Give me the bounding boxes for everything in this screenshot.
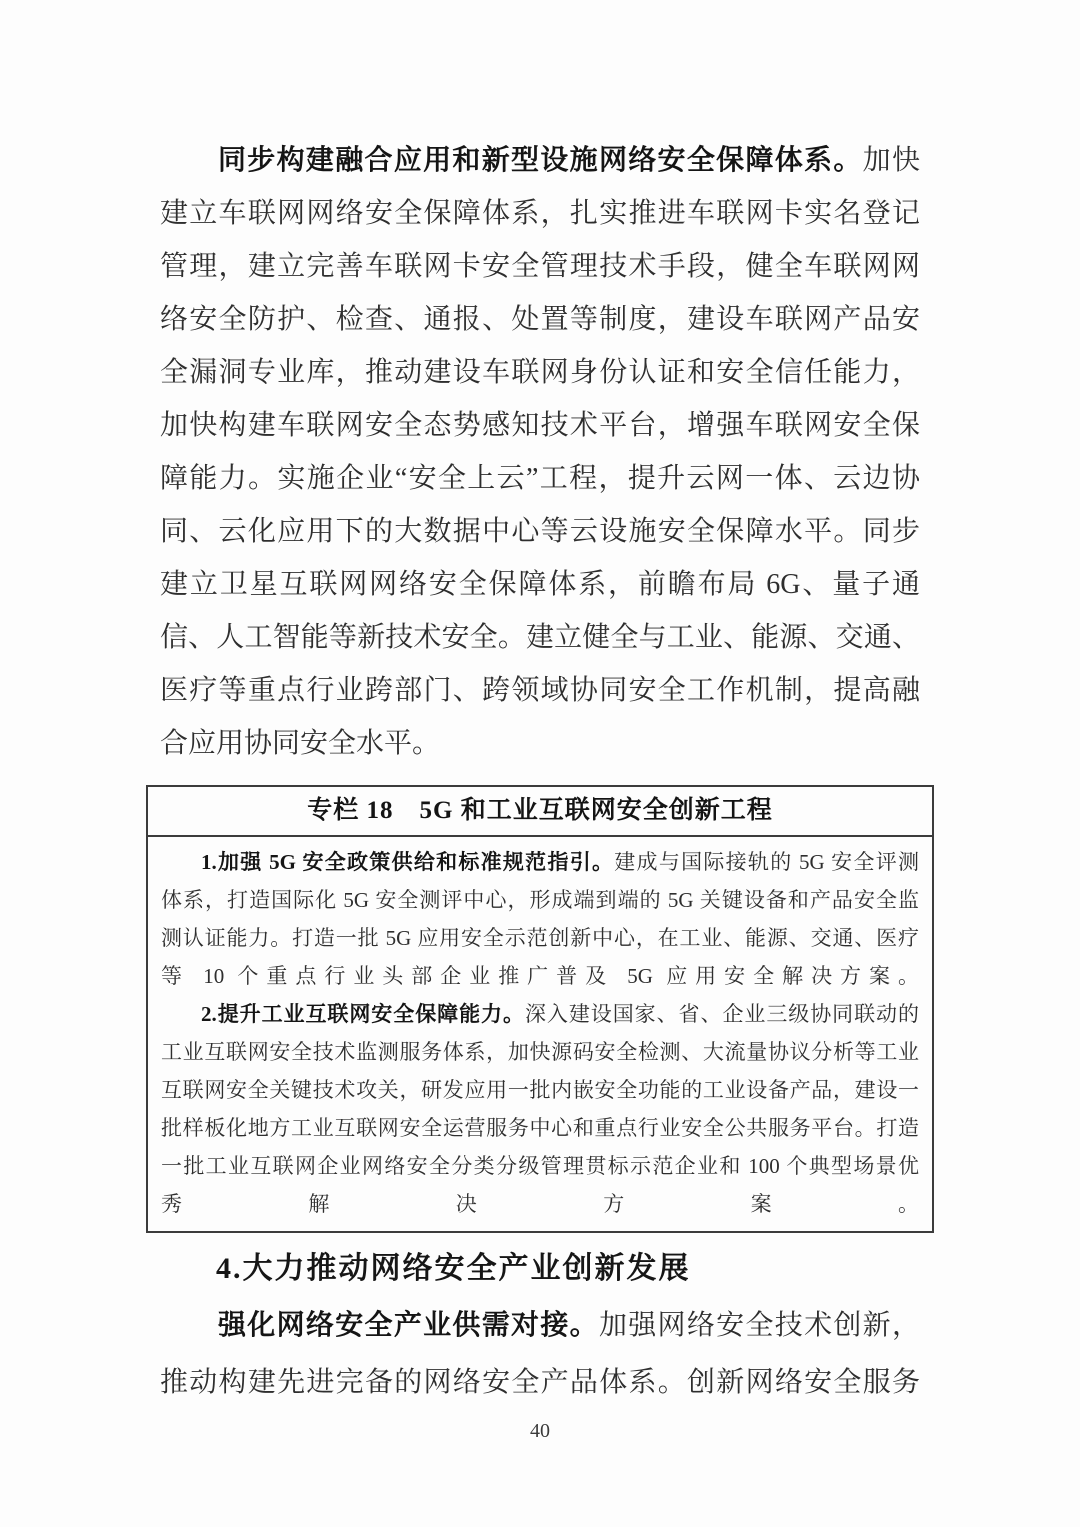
page-content [160, 0, 920, 1411]
text-segment: 加强网络安全技术创新， [598, 1310, 920, 1341]
text-line [160, 452, 920, 505]
text-line [160, 293, 920, 346]
paragraph-industry-supply-demand [160, 1297, 920, 1411]
text-segment: 工业互联网安全技术监测服务体系，加快源码安全检测、大流量协议分析等工业 [161, 1040, 919, 1064]
text-segment: 医疗等重点行业跨部门、跨领域协同安全工作机制，提高融 [160, 675, 920, 706]
text-segment: 加快构建车联网安全态势感知技术平台，增强车联网安全保 [160, 410, 920, 441]
text-segment: 加快 [862, 145, 920, 176]
text-line [160, 134, 920, 187]
text-line [161, 1071, 919, 1109]
text-segment: 信、人工智能等新技术安全。建立健全与工业、能源、交通、 [160, 622, 920, 653]
text-segment: 管理，建立完善车联网卡安全管理技术手段，健全车联网网 [160, 251, 920, 282]
text-segment: 合应用协同安全水平。 [160, 728, 441, 759]
text-line [161, 1109, 919, 1147]
text-segment: 障能力。实施企业“安全上云”工程，提升云网一体、云边协 [160, 463, 920, 494]
text-segment: 推动构建先进完备的网络安全产品体系。创新网络安全服务 [160, 1367, 920, 1398]
text-line [160, 664, 920, 717]
text-segment: 体系，打造国际化 5G 安全测评中心，形成端到端的 5G 关键设备和产品安全监 [161, 888, 919, 912]
text-line [160, 505, 920, 558]
bold-text-segment: 强化网络安全产业供需对接。 [218, 1310, 599, 1341]
text-line [161, 843, 919, 881]
text-line [160, 1354, 920, 1411]
paragraph-fused-applications-security [160, 134, 920, 770]
text-segment: 同、云化应用下的大数据中心等云设施安全保障水平。同步 [160, 516, 920, 547]
text-segment: 建成与国际接轨的 5G 安全评测 [614, 850, 919, 874]
column-box-title: 专栏 18 5G 和工业互联网安全创新工程 [148, 787, 932, 837]
column-box-18 [146, 785, 934, 1233]
text-line [160, 399, 920, 452]
text-segment: 批样板化地方工业互联网安全运营服务中心和重点行业安全公共服务平台。打造 [161, 1116, 919, 1140]
text-segment: 一批工业互联网企业网络安全分类分级管理贯标示范企业和 100 个典型场景优 [161, 1154, 919, 1178]
text-line [161, 1185, 919, 1223]
bold-text-segment: 1.加强 5G 安全政策供给和标准规范指引。 [201, 850, 615, 874]
text-segment: 全漏洞专业库，推动建设车联网身份认证和安全信任能力， [160, 357, 920, 388]
text-segment: 深入建设国家、省、企业三级协同联动的 [524, 1002, 920, 1026]
text-line [160, 611, 920, 664]
text-line [160, 240, 920, 293]
text-line [161, 995, 919, 1033]
text-segment: 等 10 个重点行业头部企业推广普及 5G 应用安全解决方案。 [161, 964, 919, 988]
text-segment: 络安全防护、检查、通报、处置等制度，建设车联网产品安 [160, 304, 920, 335]
text-line [161, 1147, 919, 1185]
text-line [161, 919, 919, 957]
text-segment: 测认证能力。打造一批 5G 应用安全示范创新中心，在工业、能源、交通、医疗 [161, 926, 919, 950]
text-segment: 互联网安全关键技术攻关，研发应用一批内嵌安全功能的工业设备产品，建设一 [161, 1078, 919, 1102]
text-line [161, 881, 919, 919]
text-segment: 秀解决方案。 [161, 1192, 919, 1216]
bold-text-segment: 2.提升工业互联网安全保障能力。 [201, 1002, 525, 1026]
column-box-body [148, 837, 932, 1231]
text-line [161, 1033, 919, 1071]
text-segment: 建立卫星互联网网络安全保障体系，前瞻布局 6G、量子通 [160, 569, 920, 600]
page-number: 40 [530, 1420, 550, 1442]
text-line [160, 558, 920, 611]
text-segment: 建立车联网网络安全保障体系，扎实推进车联网卡实名登记 [160, 198, 920, 229]
section-heading-4: 4.大力推动网络安全产业创新发展 [216, 1252, 691, 1285]
text-line [160, 1297, 920, 1354]
text-line [160, 717, 920, 770]
bold-text-segment: 同步构建融合应用和新型设施网络安全保障体系。 [218, 145, 863, 176]
text-line [161, 957, 919, 995]
text-line [160, 187, 920, 240]
text-line [160, 346, 920, 399]
